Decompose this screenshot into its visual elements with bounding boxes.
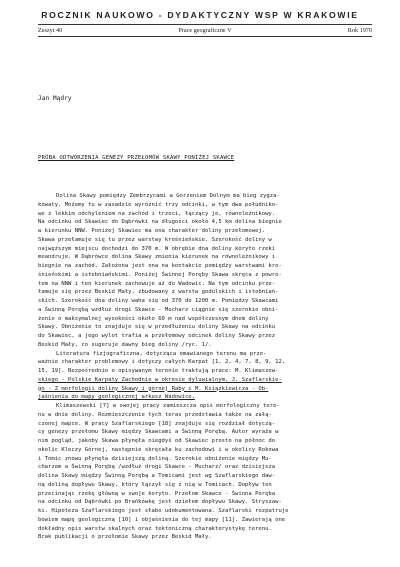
- body-line: ki. Hipoteza Szaflarskiego jest słabo udokumentowana. Szaflarski rozpatruje: [38, 508, 289, 514]
- body-line: kowaty. Możemy tu w zasadzie wyróżnić trzy odcinki, w tym dwa południko-: [38, 201, 279, 208]
- body-line: okolic Kleczy Górnej, następnie skręcała ku zachodowi i w okolicy Rokowa: [38, 446, 279, 453]
- body-line: w kierunku NNW. Poniżej Skawiec ma ona charakter doliny przełomowej.: [38, 228, 266, 234]
- series-name: Prace geograficzne V: [178, 27, 232, 34]
- body-line: cy genezy przełomu Skawy między Skawcami a Świnną Porębą. Autor wyraża w: [38, 429, 279, 436]
- body-line: łamuje się przez Beskid Mały, zbudowany z warstw godulskich i istebniań-: [38, 289, 279, 296]
- body-line: najwęższym miejscu dochodzi do 370 m. W obrębie dna doliny koryto rzeki: [38, 245, 276, 252]
- journal-title: ROCZNIK NAUKOWO - DYDAKTYCZNY WSP W KRAKOWIE: [41, 10, 359, 20]
- body-line: i Tomic znowu płynęła dzisiejszą doliną. Szerokie obniżenie między Mu-: [38, 455, 272, 462]
- body-line: nu w dnie doliny. Rozmieszczenie tych teras przedstawia także na załą-: [38, 411, 272, 418]
- body-line: nim pogląd, jakoby Skawa płynęła niegdyś od Skawiec prosto na północ do: [38, 438, 276, 444]
- body-line: we z lekkim odchyleniem na zachód i trzeci, łączący je, równoleżnikowy.: [38, 210, 276, 217]
- body-line: jaśnienia do mapy geologicznej arkusz Wadowice.: [38, 394, 195, 401]
- body-line: Dolina Skawy pomiędzy Zembrzycami a Gorzeniem Dolnym ma bieg zygza-: [56, 193, 280, 199]
- body-line: tem na NNW i ten kierunek zachowuje aż do Wadowic. Na tym odcinku prze-: [38, 280, 276, 287]
- body-line: 15, 19]. Bezpośrednio o opisywanym terenie traktują prace: M. Klimaszew-: [38, 368, 279, 374]
- header-rule-top: [38, 24, 372, 25]
- body-line: Klimaszewski [7] w swojej pracy zamieszcza opis morfologiczny tere-: [56, 403, 280, 409]
- body-line: Skawy. Obniżenie to znajduje się w przedłużeniu doliny Skawy na odcinku: [38, 324, 276, 331]
- article-body: [38, 192, 372, 542]
- body-line: a Świnną Porębą wzdłuż drogi Skawce - Mucharz ciągnie się szerokie obni-: [38, 306, 279, 313]
- body-line: ną doliną dopływu Skawy, który łączył się z nią w Tomicach. Dopływ ten: [38, 481, 272, 488]
- body-line: czonej mapce. W pracy Szaflarskiego [18] znajduje się rozdział dotyczą-: [38, 420, 276, 427]
- body-line: charzem a Świnną Porębą /wzdłuż drogi Skawce - Mucharz/ oraz dzisiejsza: [38, 464, 276, 471]
- body-line: dokładny opis warstw skalnych oraz tektoniczną charakterystykę terenu.: [38, 525, 272, 532]
- body-line: meandruje. W Dąbrówce dolina Skawy zmienia kierunek na równoleżnikowy i: [38, 254, 276, 261]
- body-line: biegnie na zachód. Założona jest ona na kontakcie pomiędzy warstwami kro-: [38, 263, 282, 269]
- body-line: skiego - Polskie Karpaty Zachodnie w okresie dyluwialnym, J. Szaflarskie-: [38, 376, 282, 383]
- body-line: do Skawiec, a jego wylot trafia w przełomowy odcinek doliny Skawy przez: [38, 333, 276, 339]
- author-name: Jan Mądry: [38, 95, 72, 102]
- body-line: ważnie charakter problemowy i dotyczy całych Karpat [1, 2, 4, 7, 8, 9, 12,: [38, 359, 286, 366]
- body-line: bowiem mapę geologiczną [10] i objaśnienia do tej mapy [11]. Zawierają one: [38, 516, 286, 523]
- body-line: Skawa przełamuje się tu przez warstwy krośnieńskie. Szerokość doliny w: [38, 236, 272, 243]
- body-line: go - Z morfologii doliny Skawy i górnej Raby i M. Książkiewicza - Ob-: [38, 385, 269, 392]
- issue-number: Zeszyt 40: [38, 27, 63, 34]
- body-line: na odcinku od Dąbrówki po Brańkówkę jest dziełem dopływu Skawy. Stryszaw-: [38, 499, 282, 506]
- header-rule-bottom: [38, 36, 372, 37]
- article-title: PRÓBA ODTWORZENIA GENEZY PRZEŁOMÓW SKAWY PONIŻEJ SKAWCE: [38, 155, 235, 161]
- body-line: żenie o maksymalnej wysokości około 60 m nad współczesnym dnem doliny: [38, 315, 269, 322]
- body-line: skich. Szerokość dna doliny waha się od 370 do 1200 m. Pomiędzy Skawcami: [38, 298, 279, 304]
- body-line: śnieńskimi a istebniańskimi. Poniżej Świnnej Poręby Skawa skręca z powro-: [38, 271, 282, 278]
- year: Rok 1970: [347, 27, 372, 34]
- body-line: Literatura fizjograficzna, dotycząca omawianego terenu ma prze-: [56, 350, 267, 357]
- body-line: Na odcinku od Skawiec do Dąbrówki na długości około 4,5 km dolina biegnie: [38, 219, 282, 226]
- body-line: przecinając rzekę główną w swoje koryto. Przełom Skawce - Świnna Poręba: [38, 490, 276, 497]
- body-line: dolina Skawy między Świnną Porębą a Tomicami jest wg Szaflarskiego daw-: [38, 473, 276, 479]
- body-line: Brak publikacji o przełomie Skawy przez Beskid Mały.: [38, 534, 212, 541]
- body-line: Beskid Mały, co sugeruje dawny bieg doliny /ryc. 1/.: [38, 341, 212, 348]
